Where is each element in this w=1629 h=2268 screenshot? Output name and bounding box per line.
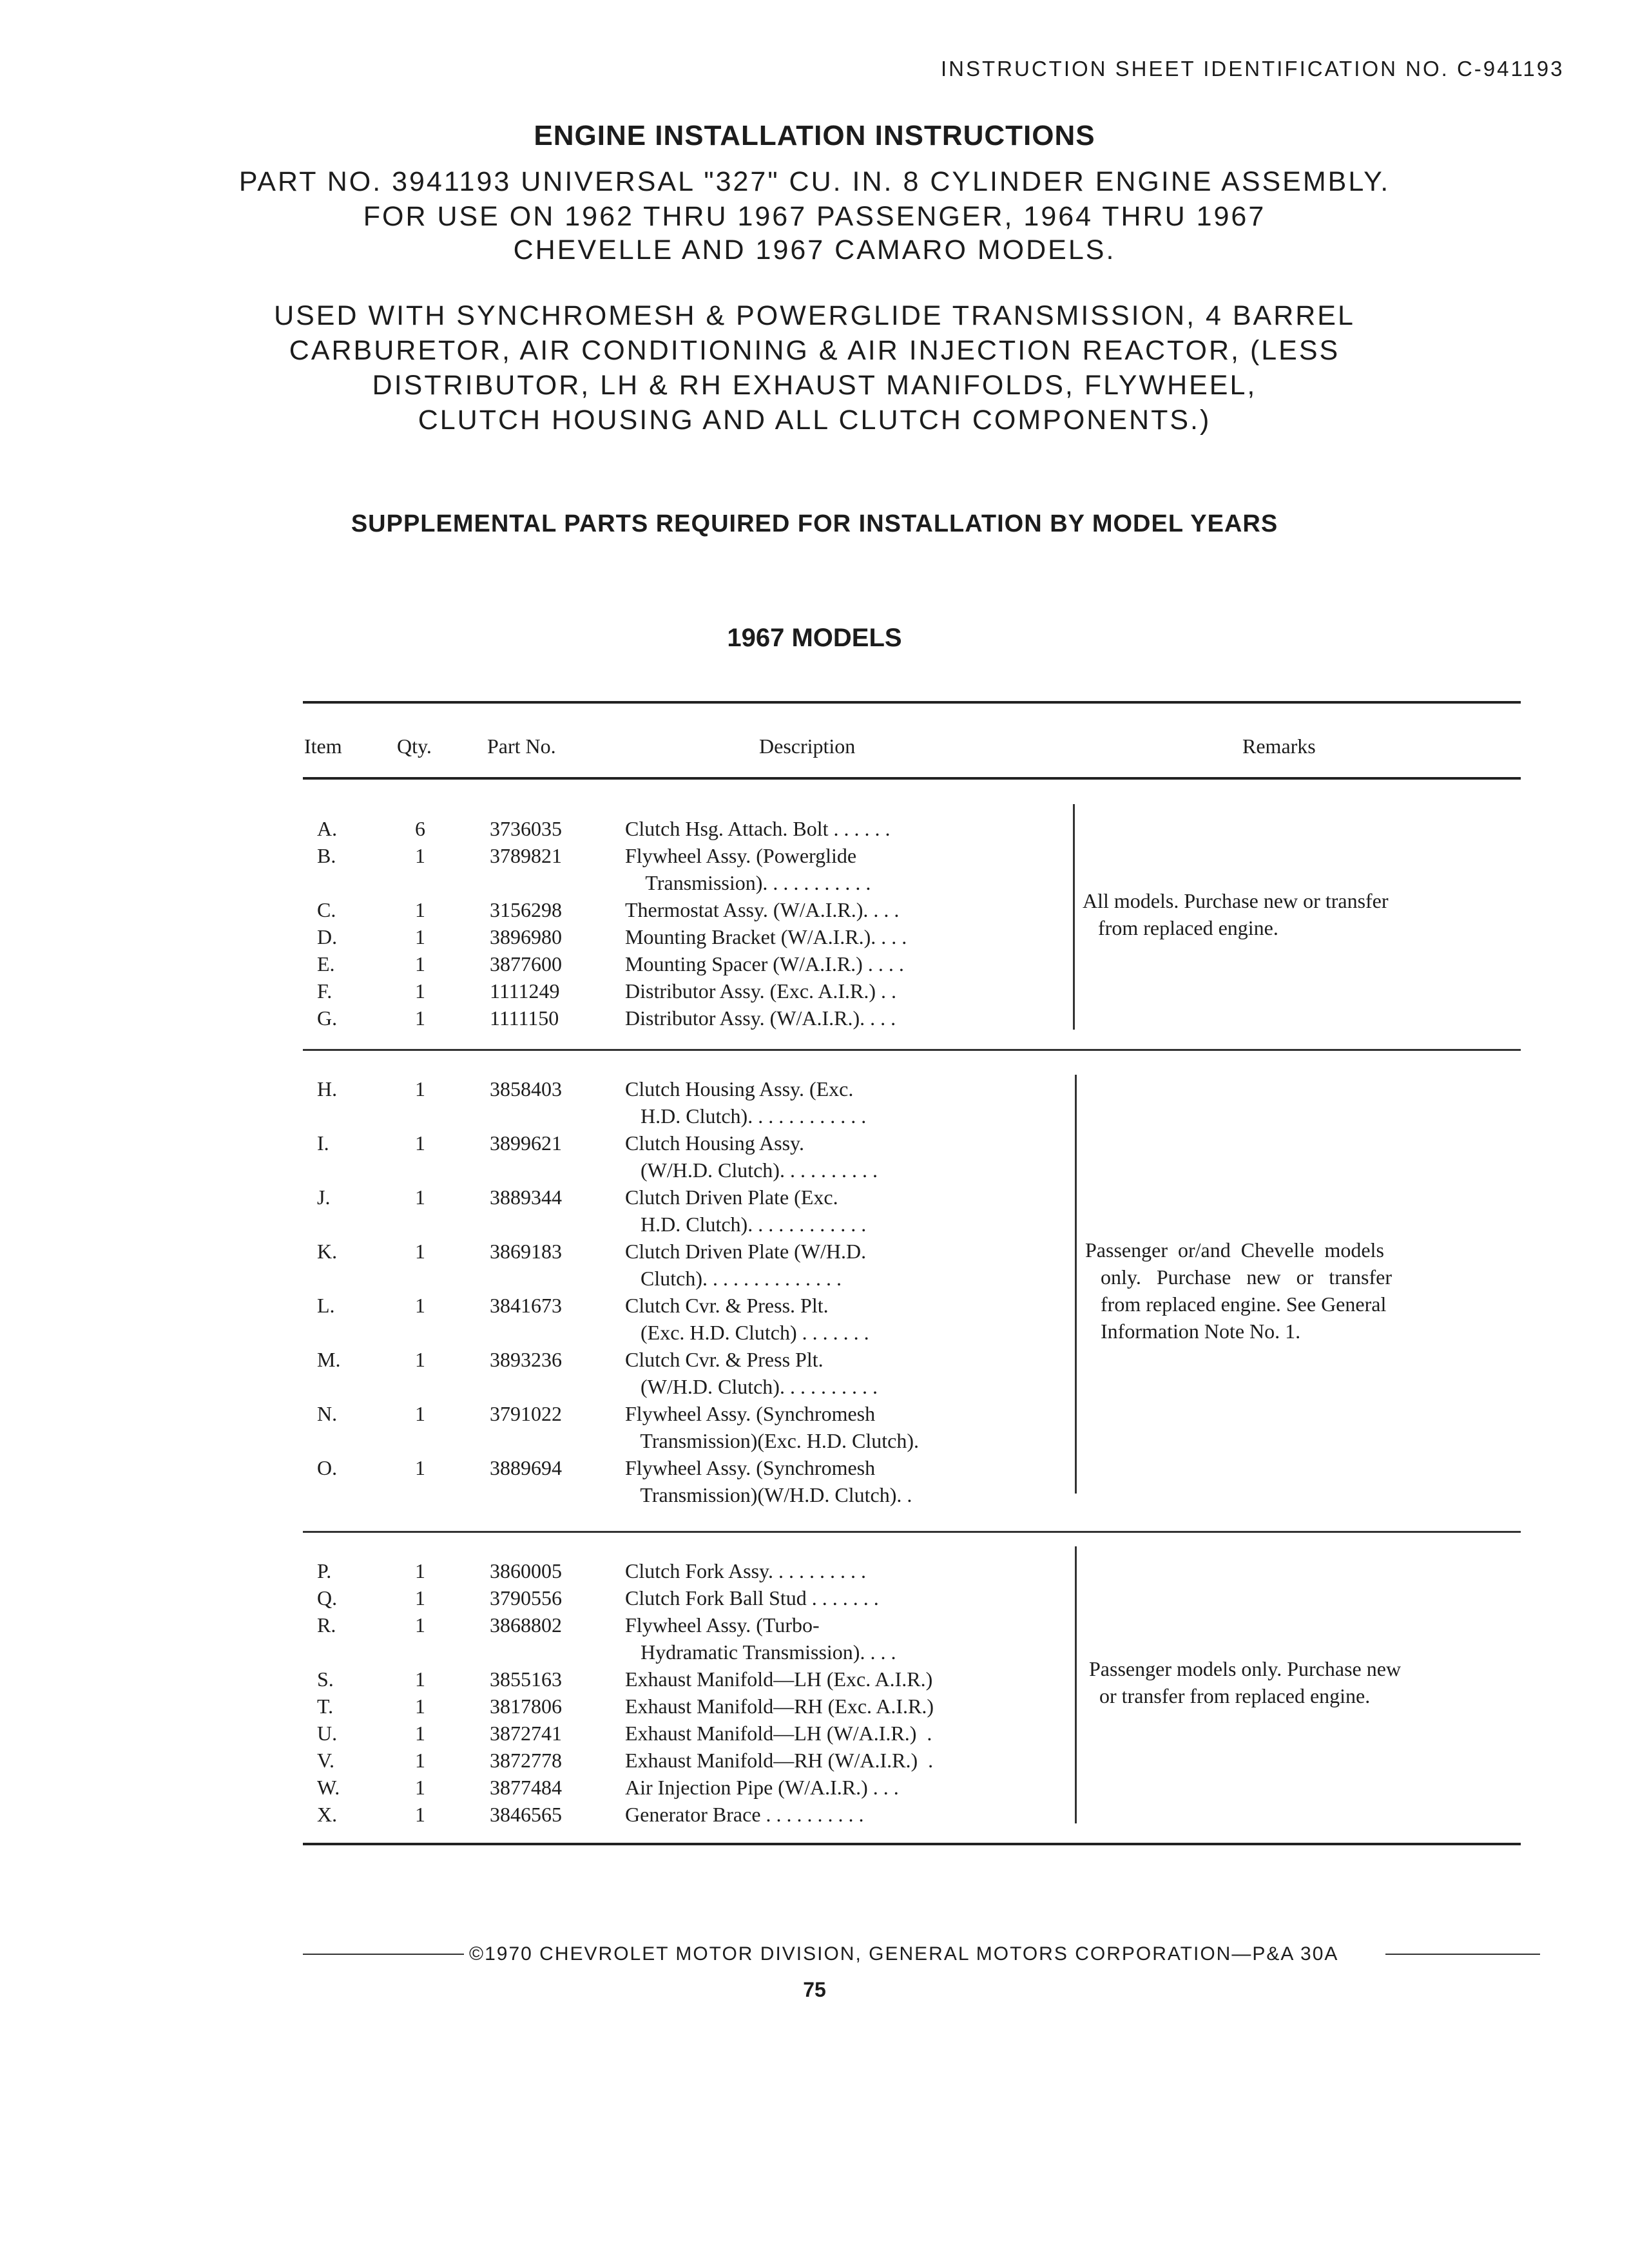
intro-line: FOR USE ON 1962 THRU 1967 PASSENGER, 1964 THRU 1967 bbox=[363, 201, 1266, 232]
quantity: 1 bbox=[415, 898, 425, 921]
usage-line: DISTRIBUTOR, LH & RH EXHAUST MANIFOLDS, FLYWHEEL, bbox=[372, 370, 1257, 401]
description-line: Clutch Fork Assy. . . . . . . . . . bbox=[625, 1559, 866, 1582]
quantity: 1 bbox=[415, 1131, 425, 1155]
models-heading: 1967 MODELS bbox=[727, 624, 902, 652]
description-line: Transmission)(Exc. H.D. Clutch). bbox=[625, 1429, 919, 1452]
part-number: 3872778 bbox=[490, 1749, 562, 1772]
item-letter: K. bbox=[317, 1240, 338, 1263]
description-line: Mounting Bracket (W/A.I.R.). . . . bbox=[625, 925, 907, 948]
part-number: 3899621 bbox=[490, 1131, 562, 1155]
quantity: 1 bbox=[415, 844, 425, 867]
part-number: 3789821 bbox=[490, 844, 562, 867]
item-letter: P. bbox=[317, 1559, 332, 1582]
part-number: 3841673 bbox=[490, 1294, 562, 1317]
sheet-identification: INSTRUCTION SHEET IDENTIFICATION NO. C-941193 bbox=[941, 57, 1565, 81]
description-line: Clutch Cvr. & Press. Plt. bbox=[625, 1294, 829, 1317]
item-letter: W. bbox=[317, 1776, 340, 1799]
item-letter: I. bbox=[317, 1131, 329, 1155]
quantity: 1 bbox=[415, 1294, 425, 1317]
part-number: 3736035 bbox=[490, 817, 562, 840]
description-line: Clutch Cvr. & Press Plt. bbox=[625, 1348, 824, 1371]
description-line: Clutch Driven Plate (Exc. bbox=[625, 1186, 838, 1209]
quantity: 1 bbox=[415, 1803, 425, 1826]
item-letter: E. bbox=[317, 952, 335, 975]
intro-line: PART NO. 3941193 UNIVERSAL "327" CU. IN. 8 CYLINDER ENGINE ASSEMBLY. bbox=[238, 166, 1391, 197]
part-number: 3877600 bbox=[490, 952, 562, 975]
part-number: 3790556 bbox=[490, 1586, 562, 1610]
remark-line: Passenger or/and Chevelle models bbox=[1085, 1238, 1384, 1262]
item-letter: B. bbox=[317, 844, 336, 867]
description-line: Clutch Housing Assy. bbox=[625, 1131, 804, 1155]
group-brace bbox=[1073, 804, 1075, 1030]
item-letter: F. bbox=[317, 979, 333, 1003]
description-line: Exhaust Manifold—LH (W/A.I.R.) . bbox=[625, 1722, 932, 1745]
quantity: 1 bbox=[415, 1722, 425, 1745]
quantity: 1 bbox=[415, 1695, 425, 1718]
part-number: 3889694 bbox=[490, 1456, 562, 1479]
quantity: 1 bbox=[415, 1613, 425, 1637]
quantity: 1 bbox=[415, 1240, 425, 1263]
quantity: 1 bbox=[415, 1402, 425, 1425]
description-line: Transmission). . . . . . . . . . . bbox=[625, 871, 871, 894]
item-letter: A. bbox=[317, 817, 338, 840]
part-number: 3846565 bbox=[490, 1803, 562, 1826]
part-number: 3791022 bbox=[490, 1402, 562, 1425]
description-line: Clutch Fork Ball Stud . . . . . . . bbox=[625, 1586, 879, 1610]
part-number: 3156298 bbox=[490, 898, 562, 921]
description-line: Flywheel Assy. (Synchromesh bbox=[625, 1402, 876, 1425]
group-divider bbox=[303, 1531, 1521, 1533]
item-letter: D. bbox=[317, 925, 338, 948]
description-line: Exhaust Manifold—LH (Exc. A.I.R.) bbox=[625, 1667, 933, 1691]
description-line: Clutch Driven Plate (W/H.D. bbox=[625, 1240, 867, 1263]
description-line: (W/H.D. Clutch). . . . . . . . . . bbox=[625, 1158, 878, 1182]
column-header-description: Description bbox=[759, 735, 856, 758]
description-line: Mounting Spacer (W/A.I.R.) . . . . bbox=[625, 952, 904, 975]
description-line: (W/H.D. Clutch). . . . . . . . . . bbox=[625, 1375, 878, 1398]
page-number: 75 bbox=[803, 1978, 826, 2001]
item-letter: V. bbox=[317, 1749, 334, 1772]
description-line: Generator Brace . . . . . . . . . . bbox=[625, 1803, 864, 1826]
table-top-rule bbox=[303, 701, 1521, 704]
description-line: Flywheel Assy. (Synchromesh bbox=[625, 1456, 876, 1479]
description-line: Air Injection Pipe (W/A.I.R.) . . . bbox=[625, 1776, 899, 1799]
item-letter: Q. bbox=[317, 1586, 338, 1610]
quantity: 1 bbox=[415, 1586, 425, 1610]
quantity: 1 bbox=[415, 1077, 425, 1100]
item-letter: T. bbox=[317, 1695, 334, 1718]
description-line: Transmission)(W/H.D. Clutch). . bbox=[625, 1483, 912, 1506]
supplemental-heading: SUPPLEMENTAL PARTS REQUIRED FOR INSTALLATION BY MODEL YEARS bbox=[351, 510, 1278, 537]
item-letter: U. bbox=[317, 1722, 338, 1745]
description-line: Clutch Hsg. Attach. Bolt . . . . . . bbox=[625, 817, 891, 840]
part-number: 3893236 bbox=[490, 1348, 562, 1371]
intro-line: CHEVELLE AND 1967 CAMARO MODELS. bbox=[513, 235, 1116, 265]
quantity: 1 bbox=[415, 1749, 425, 1772]
item-letter: R. bbox=[317, 1613, 336, 1637]
table-bottom-rule bbox=[303, 1843, 1521, 1845]
item-letter: M. bbox=[317, 1348, 341, 1371]
quantity: 1 bbox=[415, 1559, 425, 1582]
column-header-qty: Qty. bbox=[397, 735, 432, 758]
part-number: 3855163 bbox=[490, 1667, 562, 1691]
description-line: Exhaust Manifold—RH (W/A.I.R.) . bbox=[625, 1749, 934, 1772]
footer-rule-left bbox=[303, 1954, 464, 1955]
item-letter: J. bbox=[317, 1186, 331, 1209]
quantity: 1 bbox=[415, 925, 425, 948]
description-line: Flywheel Assy. (Powerglide bbox=[625, 844, 857, 867]
quantity: 1 bbox=[415, 1456, 425, 1479]
remark-line: All models. Purchase new or transfer bbox=[1083, 889, 1389, 912]
part-number: 3868802 bbox=[490, 1613, 562, 1637]
remark-line: Passenger models only. Purchase new bbox=[1089, 1657, 1402, 1680]
quantity: 1 bbox=[415, 1006, 425, 1030]
usage-line: CLUTCH HOUSING AND ALL CLUTCH COMPONENTS.) bbox=[418, 405, 1211, 436]
usage-line: CARBURETOR, AIR CONDITIONING & AIR INJECTION REACTOR, (LESS bbox=[289, 335, 1340, 366]
item-letter: N. bbox=[317, 1402, 338, 1425]
item-letter: C. bbox=[317, 898, 336, 921]
part-number: 1111249 bbox=[490, 979, 560, 1003]
column-header-part: Part No. bbox=[487, 735, 556, 758]
description-line: Flywheel Assy. (Turbo- bbox=[625, 1613, 820, 1637]
part-number: 3860005 bbox=[490, 1559, 562, 1582]
header-bottom-rule bbox=[303, 777, 1521, 780]
group-brace bbox=[1075, 1546, 1077, 1823]
group-divider bbox=[303, 1049, 1521, 1051]
part-number: 3889344 bbox=[490, 1186, 562, 1209]
usage-line: USED WITH SYNCHROMESH & POWERGLIDE TRANSMISSION, 4 BARREL bbox=[274, 300, 1355, 331]
remark-line: only. Purchase new or transfer bbox=[1085, 1265, 1393, 1289]
quantity: 6 bbox=[415, 817, 425, 840]
part-number: 3872741 bbox=[490, 1722, 562, 1745]
description-line: (Exc. H.D. Clutch) . . . . . . . bbox=[625, 1321, 869, 1344]
description-line: Clutch). . . . . . . . . . . . . . bbox=[625, 1267, 842, 1290]
group-brace bbox=[1075, 1075, 1077, 1494]
description-line: Distributor Assy. (W/A.I.R.). . . . bbox=[625, 1006, 896, 1030]
item-letter: G. bbox=[317, 1006, 338, 1030]
remark-line: from replaced engine. See General bbox=[1085, 1293, 1387, 1316]
remark-line: or transfer from replaced engine. bbox=[1089, 1684, 1371, 1707]
part-number: 3858403 bbox=[490, 1077, 562, 1100]
quantity: 1 bbox=[415, 1776, 425, 1799]
quantity: 1 bbox=[415, 952, 425, 975]
remark-line: Information Note No. 1. bbox=[1085, 1320, 1301, 1343]
description-line: Exhaust Manifold—RH (Exc. A.I.R.) bbox=[625, 1695, 934, 1718]
part-number: 3869183 bbox=[490, 1240, 562, 1263]
column-header-item: Item bbox=[304, 735, 342, 758]
description-line: Hydramatic Transmission). . . . bbox=[625, 1640, 896, 1664]
quantity: 1 bbox=[415, 1186, 425, 1209]
part-number: 1111150 bbox=[490, 1006, 559, 1030]
page-title: ENGINE INSTALLATION INSTRUCTIONS bbox=[534, 120, 1095, 151]
description-line: H.D. Clutch). . . . . . . . . . . . bbox=[625, 1104, 867, 1128]
quantity: 1 bbox=[415, 1667, 425, 1691]
item-letter: L. bbox=[317, 1294, 335, 1317]
part-number: 3896980 bbox=[490, 925, 562, 948]
quantity: 1 bbox=[415, 979, 425, 1003]
footer-rule-right bbox=[1385, 1954, 1540, 1955]
part-number: 3877484 bbox=[490, 1776, 562, 1799]
column-header-remarks: Remarks bbox=[1242, 735, 1316, 758]
copyright-line: ©1970 CHEVROLET MOTOR DIVISION, GENERAL MOTORS CORPORATION—P&A 30A bbox=[469, 1943, 1339, 1965]
item-letter: X. bbox=[317, 1803, 338, 1826]
item-letter: S. bbox=[317, 1667, 334, 1691]
remark-line: from replaced engine. bbox=[1083, 916, 1278, 939]
description-line: Clutch Housing Assy. (Exc. bbox=[625, 1077, 854, 1100]
part-number: 3817806 bbox=[490, 1695, 562, 1718]
item-letter: O. bbox=[317, 1456, 338, 1479]
description-line: Distributor Assy. (Exc. A.I.R.) . . bbox=[625, 979, 897, 1003]
description-line: H.D. Clutch). . . . . . . . . . . . bbox=[625, 1213, 867, 1236]
quantity: 1 bbox=[415, 1348, 425, 1371]
description-line: Thermostat Assy. (W/A.I.R.). . . . bbox=[625, 898, 900, 921]
item-letter: H. bbox=[317, 1077, 338, 1100]
